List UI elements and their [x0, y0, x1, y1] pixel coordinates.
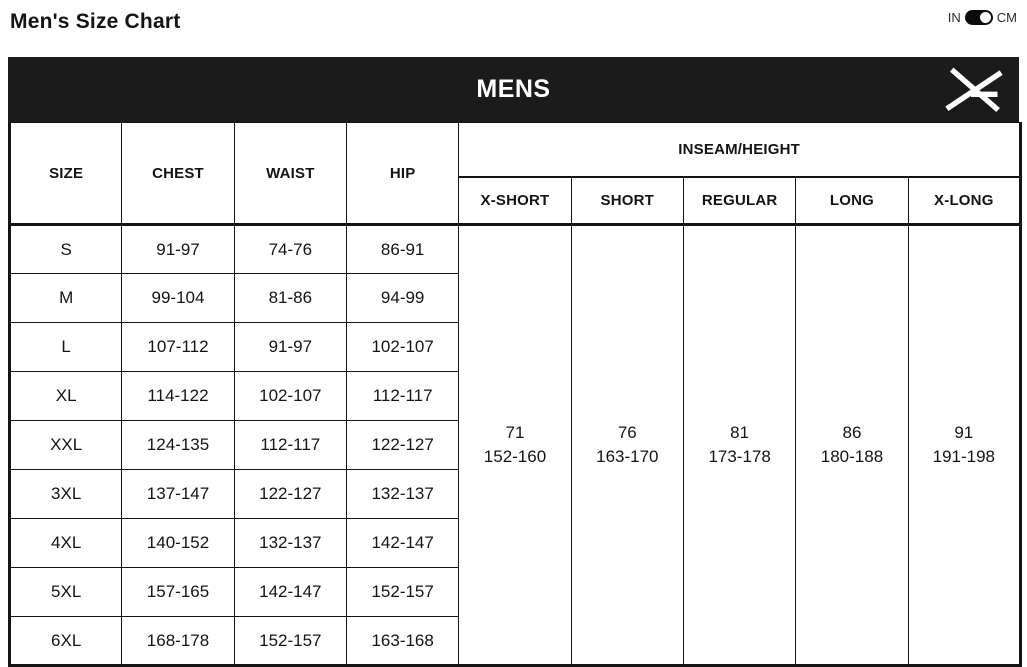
header-x-short: X-SHORT — [459, 177, 571, 225]
size-cell: L — [10, 323, 122, 372]
header-waist: WAIST — [234, 123, 346, 225]
waist-cell: 81-86 — [234, 274, 346, 323]
table-row-s — [10, 225, 1021, 274]
chest-cell: 114-122 — [122, 372, 234, 421]
waist-cell: 122-127 — [234, 470, 346, 519]
height-range: 173-178 — [708, 447, 771, 466]
height-range: 191-198 — [932, 447, 995, 466]
header-hip: HIP — [346, 123, 458, 225]
size-cell: 3XL — [10, 470, 122, 519]
inseam-value: 81 — [730, 423, 750, 442]
inseam-cell-short — [571, 225, 683, 666]
topbar — [0, 0, 1027, 57]
header-row-top — [10, 123, 1021, 177]
inseam-value: 91 — [954, 423, 974, 442]
unit-toggle-knob — [980, 12, 991, 23]
chest-cell: 140-152 — [122, 519, 234, 568]
hip-cell: 94-99 — [346, 274, 458, 323]
waist-cell: 91-97 — [234, 323, 346, 372]
hip-cell: 163-168 — [346, 617, 458, 666]
inseam-cell-regular — [683, 225, 795, 666]
header-long: LONG — [796, 177, 908, 225]
chest-cell: 91-97 — [122, 225, 234, 274]
unit-label-cm[interactable]: CM — [996, 10, 1017, 25]
inseam-value: 71 — [505, 423, 525, 442]
header-short: SHORT — [571, 177, 683, 225]
unit-toggle-switch[interactable] — [965, 10, 993, 25]
waist-cell: 112-117 — [234, 421, 346, 470]
chest-cell: 124-135 — [122, 421, 234, 470]
size-cell: S — [10, 225, 122, 274]
waist-cell: 132-137 — [234, 519, 346, 568]
header-size: SIZE — [10, 123, 122, 225]
size-cell: M — [10, 274, 122, 323]
hip-cell: 86-91 — [346, 225, 458, 274]
brand-logo-icon — [943, 66, 1005, 113]
banner-title: MENS — [476, 75, 551, 103]
height-range: 163-170 — [596, 447, 659, 466]
hip-cell: 152-157 — [346, 568, 458, 617]
header-regular: REGULAR — [683, 177, 795, 225]
hip-cell: 112-117 — [346, 372, 458, 421]
height-range: 152-160 — [483, 447, 547, 466]
waist-cell: 142-147 — [234, 568, 346, 617]
waist-cell: 152-157 — [234, 617, 346, 666]
chest-cell: 168-178 — [122, 617, 234, 666]
unit-toggle[interactable] — [948, 10, 1017, 25]
page-title: Men's Size Chart — [10, 10, 181, 33]
chest-cell: 157-165 — [122, 568, 234, 617]
hip-cell: 142-147 — [346, 519, 458, 568]
inseam-value: 76 — [617, 423, 637, 442]
header-x-long: X-LONG — [908, 177, 1020, 225]
size-cell: 4XL — [10, 519, 122, 568]
inseam-cell-long — [796, 225, 908, 666]
chest-cell: 99-104 — [122, 274, 234, 323]
hip-cell: 132-137 — [346, 470, 458, 519]
chest-cell: 137-147 — [122, 470, 234, 519]
inseam-value: 86 — [842, 423, 862, 442]
size-cell: 5XL — [10, 568, 122, 617]
gender-banner — [8, 57, 1019, 122]
hip-cell: 102-107 — [346, 323, 458, 372]
height-range: 180-188 — [820, 447, 884, 466]
header-chest: CHEST — [122, 123, 234, 225]
waist-cell: 74-76 — [234, 225, 346, 274]
size-chart-table — [8, 122, 1022, 667]
inseam-cell-x-short — [459, 225, 571, 666]
size-cell: XXL — [10, 421, 122, 470]
size-cell: 6XL — [10, 617, 122, 666]
size-cell: XL — [10, 372, 122, 421]
hip-cell: 122-127 — [346, 421, 458, 470]
inseam-cell-x-long — [908, 225, 1020, 666]
unit-label-in[interactable]: IN — [947, 10, 961, 25]
waist-cell: 102-107 — [234, 372, 346, 421]
chest-cell: 107-112 — [122, 323, 234, 372]
header-inseam-height-group: INSEAM/HEIGHT — [459, 123, 1021, 177]
